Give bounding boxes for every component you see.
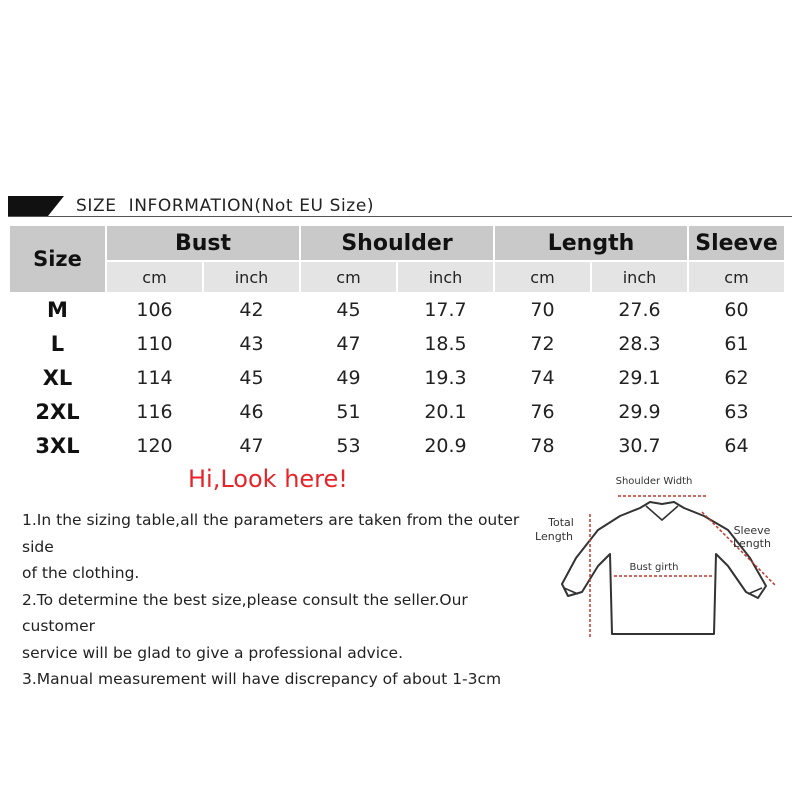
length-cm-cell: 72 [530, 333, 555, 355]
shoulder-cm-cell: 49 [336, 367, 361, 389]
shoulder-inch-cell: 20.9 [424, 435, 467, 457]
table-row [10, 328, 784, 360]
length-inch-unit: inch [592, 262, 687, 292]
size-cell: 2XL [35, 400, 80, 424]
shoulder-inch-cell: 18.5 [424, 333, 467, 355]
bust-inch-cell: 47 [239, 435, 264, 457]
title-flag-icon [8, 196, 64, 216]
note-line: 3.Manual measurement will have discrepancy of about 1-3cm [22, 670, 502, 688]
total-length-label-1: Total [548, 516, 574, 529]
length-inch-cell: 29.1 [618, 367, 661, 389]
sleeve-cm-cell: 64 [724, 435, 749, 457]
hi-look-here-note: Hi,Look here! [188, 465, 348, 493]
sleeve-cm-cell: 60 [724, 299, 749, 321]
length-cm-cell: 78 [530, 435, 555, 457]
size-cell: L [50, 332, 65, 356]
sleeve-cm-cell: 62 [724, 367, 749, 389]
page-title: SIZE INFORMATION(Not EU Size) [76, 196, 375, 216]
shoulder-inch-cell: 17.7 [424, 299, 467, 321]
table-row [10, 294, 784, 326]
title-divider [8, 216, 792, 217]
bust-cm-cell: 116 [136, 401, 173, 423]
shirt-collar-icon [646, 506, 678, 520]
length-header: Length [495, 226, 687, 260]
measurement-notes [22, 507, 522, 693]
length-inch-cell: 28.3 [618, 333, 661, 355]
table-row [10, 362, 784, 394]
table-row [10, 430, 784, 462]
sleeve-header: Sleeve [689, 226, 784, 260]
bust-girth-label: Bust girth [629, 562, 679, 573]
table-header-row [10, 226, 784, 260]
length-inch-cell: 27.6 [618, 299, 661, 321]
shirt-cuff-right-icon [748, 588, 762, 594]
shoulder-inch-unit: inch [398, 262, 493, 292]
table-unit-row [10, 262, 784, 292]
size-column-header: Size [10, 226, 105, 292]
shoulder-inch-cell: 20.1 [424, 401, 467, 423]
shoulder-cm-cell: 47 [336, 333, 361, 355]
bust-inch-cell: 43 [239, 333, 264, 355]
note-line: 1.In the sizing table,all the parameters are taken from the outer side [22, 511, 520, 556]
shoulder-width-label: Shoulder Width [615, 476, 693, 487]
shoulder-cm-cell: 53 [336, 435, 361, 457]
bust-cm-unit: cm [107, 262, 202, 292]
length-cm-cell: 70 [530, 299, 555, 321]
length-cm-unit: cm [495, 262, 590, 292]
title-bar [8, 194, 792, 218]
sleeve-cm-cell: 63 [724, 401, 749, 423]
note-line: service will be glad to give a professional advice. [22, 643, 404, 662]
sleeve-length-label-2: Length [733, 537, 771, 550]
bust-inch-cell: 46 [239, 401, 264, 423]
length-inch-cell: 30.7 [618, 435, 661, 457]
size-table [8, 224, 786, 464]
bust-cm-cell: 114 [136, 367, 173, 389]
shoulder-inch-cell: 19.3 [424, 367, 467, 389]
length-cm-cell: 76 [530, 401, 555, 423]
size-cell: M [47, 298, 68, 322]
length-inch-cell: 29.9 [618, 401, 661, 423]
length-cm-cell: 74 [530, 367, 555, 389]
table-row [10, 396, 784, 428]
shoulder-cm-cell: 45 [336, 299, 361, 321]
bust-inch-cell: 45 [239, 367, 264, 389]
sleeve-length-label-1: Sleeve [733, 524, 771, 537]
shirt-measurement-diagram [528, 468, 790, 648]
shoulder-cm-cell: 51 [336, 401, 361, 423]
note-line: 2.To determine the best size,please consult the seller.Our customer [22, 590, 468, 635]
size-cell: 3XL [35, 434, 80, 458]
bust-cm-cell: 106 [136, 299, 173, 321]
sleeve-cm-cell: 61 [724, 333, 749, 355]
bust-cm-cell: 120 [136, 435, 173, 457]
total-length-label-2: Length [535, 530, 573, 543]
shoulder-cm-unit: cm [301, 262, 396, 292]
size-cell: XL [42, 366, 73, 390]
note-line: of the clothing. [22, 564, 140, 582]
shoulder-header: Shoulder [301, 226, 493, 260]
sleeve-cm-unit: cm [689, 262, 784, 292]
bust-header: Bust [107, 226, 299, 260]
bust-inch-cell: 42 [239, 299, 264, 321]
bust-inch-unit: inch [204, 262, 299, 292]
bust-cm-cell: 110 [136, 333, 173, 355]
